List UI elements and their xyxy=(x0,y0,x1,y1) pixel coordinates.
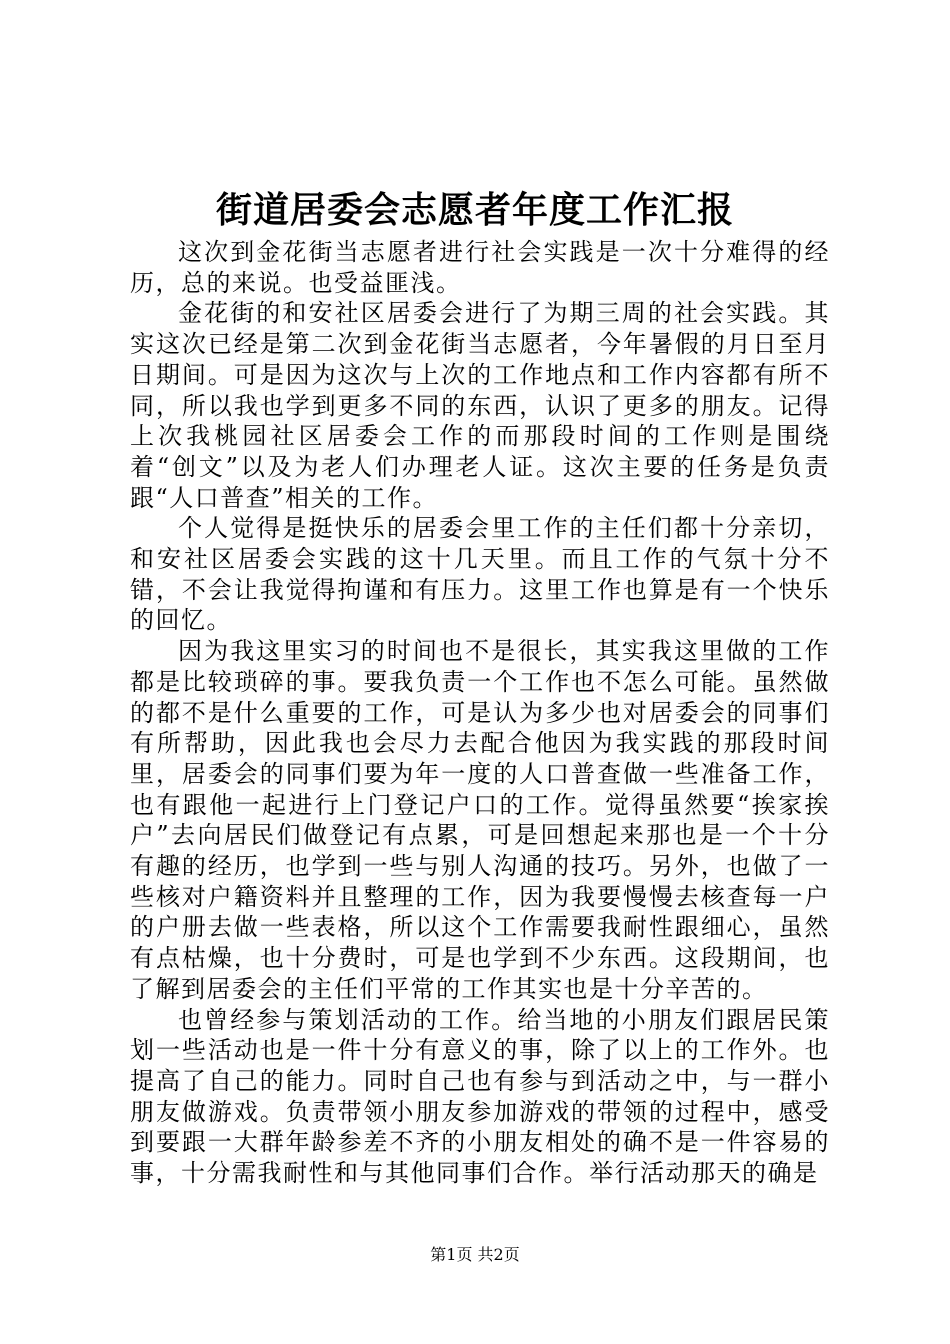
paragraph: 因为我这里实习的时间也不是很长，其实我这里做的工作都是比较琐碎的事。要我负责一个工作也不怎么可能。虽然做的都不是什么重要的工作，可是认为多少也对居委会的同事们有所帮助，因此我也会尽力去配合他因为我实践的那段时间里，居委会的同事们要为年一度的人口普查做一些准备工作，也有跟他一起进行上门登记户口的工作。觉得虽然要“挨家挨户”去向居民们做登记有点累，可是回想起来那也是一个十分有趣的经历，也学到一些与别人沟通的技巧。另外，也做了一些核对户籍资料并且整理的工作，因为我要慢慢去核查每一户的户册去做一些表格，所以这个工作需要我耐性跟细心，虽然有点枯燥，也十分费时，可是也学到不少东西。这段期间，也了解到居委会的主任们平常的工作其实也是十分辛苦的。 xyxy=(130,637,830,1003)
paragraph: 也曾经参与策划活动的工作。给当地的小朋友们跟居民策划一些活动也是一件十分有意义的事，除了以上的工作外。也提高了自己的能力。同时自己也有参与到活动之中，与一群小朋友做游戏。负责带领小朋友参加游戏的带领的过程中，感受到要跟一大群年龄参差不齐的小朋友相处的确不是一件容易的事，十分需我耐性和与其他同事们合作。举行活动那天的确是 xyxy=(130,1005,830,1188)
paragraph: 个人觉得是挺快乐的居委会里工作的主任们都十分亲切，和安社区居委会实践的这十几天里。而且工作的气氛十分不错，不会让我觉得拘谨和有压力。这里工作也算是有一个快乐的回忆。 xyxy=(130,514,830,635)
document-body xyxy=(130,237,830,1189)
paragraph: 这次到金花街当志愿者进行社会实践是一次十分难得的经历，总的来说。也受益匪浅。 xyxy=(130,238,830,297)
paragraph: 金花街的和安社区居委会进行了为期三周的社会实践。其实这次已经是第二次到金花街当志愿者，今年暑假的月日至月日期间。可是因为这次与上次的工作地点和工作内容都有所不同，所以我也学到更多不同的东西，认识了更多的朋友。记得上次我桃园社区居委会工作的而那段时间的工作则是围绕着“创文”以及为老人们办理老人证。这次主要的任务是负责跟“人口普查”相关的工作。 xyxy=(130,299,830,512)
document-title: 街道居委会志愿者年度工作汇报 xyxy=(215,189,734,231)
page-footer: 第1页 共2页 xyxy=(430,1245,520,1264)
